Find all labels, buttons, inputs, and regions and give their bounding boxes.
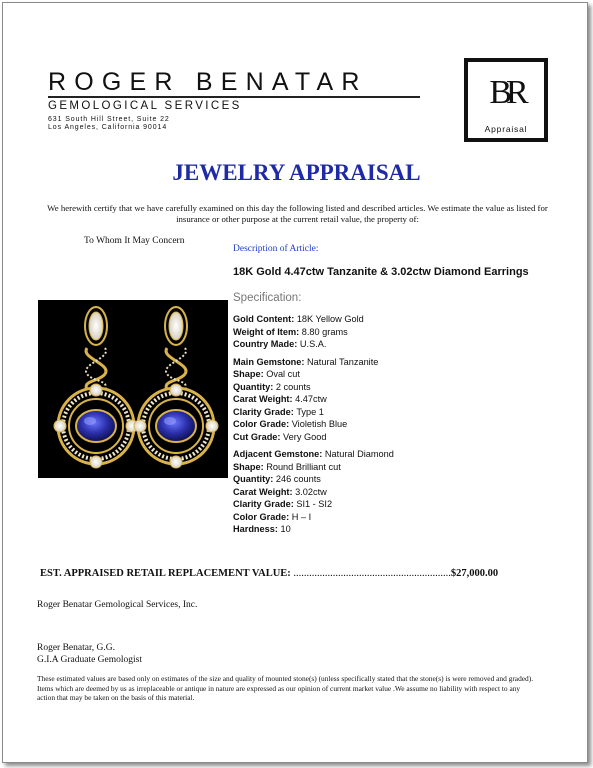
certification-text: We herewith certify that we have carefully examined on this day the following listed and described articles. We estimate the value as listed for insurance or other purpose at the current retail value, the property of: — [47, 203, 548, 224]
adjacent-gemstone-specs — [233, 448, 394, 536]
spec-row: Shape: Oval cut — [233, 369, 300, 379]
appraised-value — [40, 568, 498, 579]
spec-row: Quantity: 2 counts — [233, 381, 311, 392]
earrings-photo — [38, 300, 228, 478]
spec-row: Carat Weight: 3.02ctw — [233, 486, 327, 497]
appraisal-logo — [464, 58, 548, 142]
main-gemstone-specs — [233, 356, 394, 444]
value-leader: ............................................................ — [293, 568, 451, 579]
appraised-value-amount: $27,000.00 — [450, 568, 499, 579]
appraised-value-label: EST. APPRAISED RETAIL REPLACEMENT VALUE: — [40, 568, 291, 579]
spec-row: Color Grade: Violetish Blue — [233, 419, 348, 429]
spec-row: Carat Weight: 4.47ctw — [233, 394, 327, 404]
spec-row: Gold Content: 18K Yellow Gold — [233, 314, 364, 324]
metal-specs — [233, 313, 394, 351]
company-footer: Roger Benatar Gemological Services, Inc. — [37, 600, 198, 610]
spec-row: Clarity Grade: SI1 - SI2 — [233, 499, 333, 509]
spec-row: Color Grade: H – I — [233, 511, 312, 522]
spec-row: Main Gemstone: Natural Tanzanite — [233, 356, 379, 367]
company-subtitle: GEMOLOGICAL SERVICES — [48, 100, 242, 112]
spec-row: Adjacent Gemstone: Natural Diamond — [233, 449, 394, 459]
signatory-name: Roger Benatar, G.G. — [37, 643, 115, 653]
document-title: JEWELRY APPRAISAL — [172, 160, 421, 185]
spec-row: Weight of Item: 8.80 grams — [233, 326, 348, 337]
spec-row: Clarity Grade: Type 1 — [233, 406, 324, 417]
specifications — [233, 313, 394, 541]
disclaimer-text: These estimated values are based only on estimates of the size and quality of mounted stone(s) (unless specifically stated that the stone(s) is were removed and graded). Items which are deemed by us as irreplaceable or antique in nature are expressed as our opinion of current market value .We assume no liability with respect to any action that may be taken on the basis of this material. — [37, 674, 534, 703]
logo-caption: Appraisal — [484, 124, 528, 134]
spec-row: Country Made: U.S.A. — [233, 339, 327, 349]
address-line-1: 631 South Hill Street, Suite 22 — [48, 116, 170, 123]
specification-label: Specification: — [233, 292, 302, 304]
company-name: ROGER BENATAR — [48, 68, 368, 96]
spec-row: Hardness: 10 — [233, 524, 291, 534]
header-rule — [48, 96, 420, 98]
logo-monogram: BR — [489, 74, 523, 111]
spec-row: Quantity: 246 counts — [233, 474, 321, 484]
recipient: To Whom It May Concern — [84, 236, 185, 246]
earrings-illustration — [38, 300, 228, 478]
signatory-credential: G.I.A Graduate Gemologist — [37, 655, 143, 665]
address-line-2: Los Angeles, California 90014 — [48, 124, 168, 131]
description-label: Description of Article: — [233, 244, 319, 254]
article-title: 18K Gold 4.47ctw Tanzanite & 3.02ctw Diamond Earrings — [233, 266, 529, 278]
spec-row: Shape: Round Brilliant cut — [233, 461, 341, 472]
spec-row: Cut Grade: Very Good — [233, 431, 327, 442]
